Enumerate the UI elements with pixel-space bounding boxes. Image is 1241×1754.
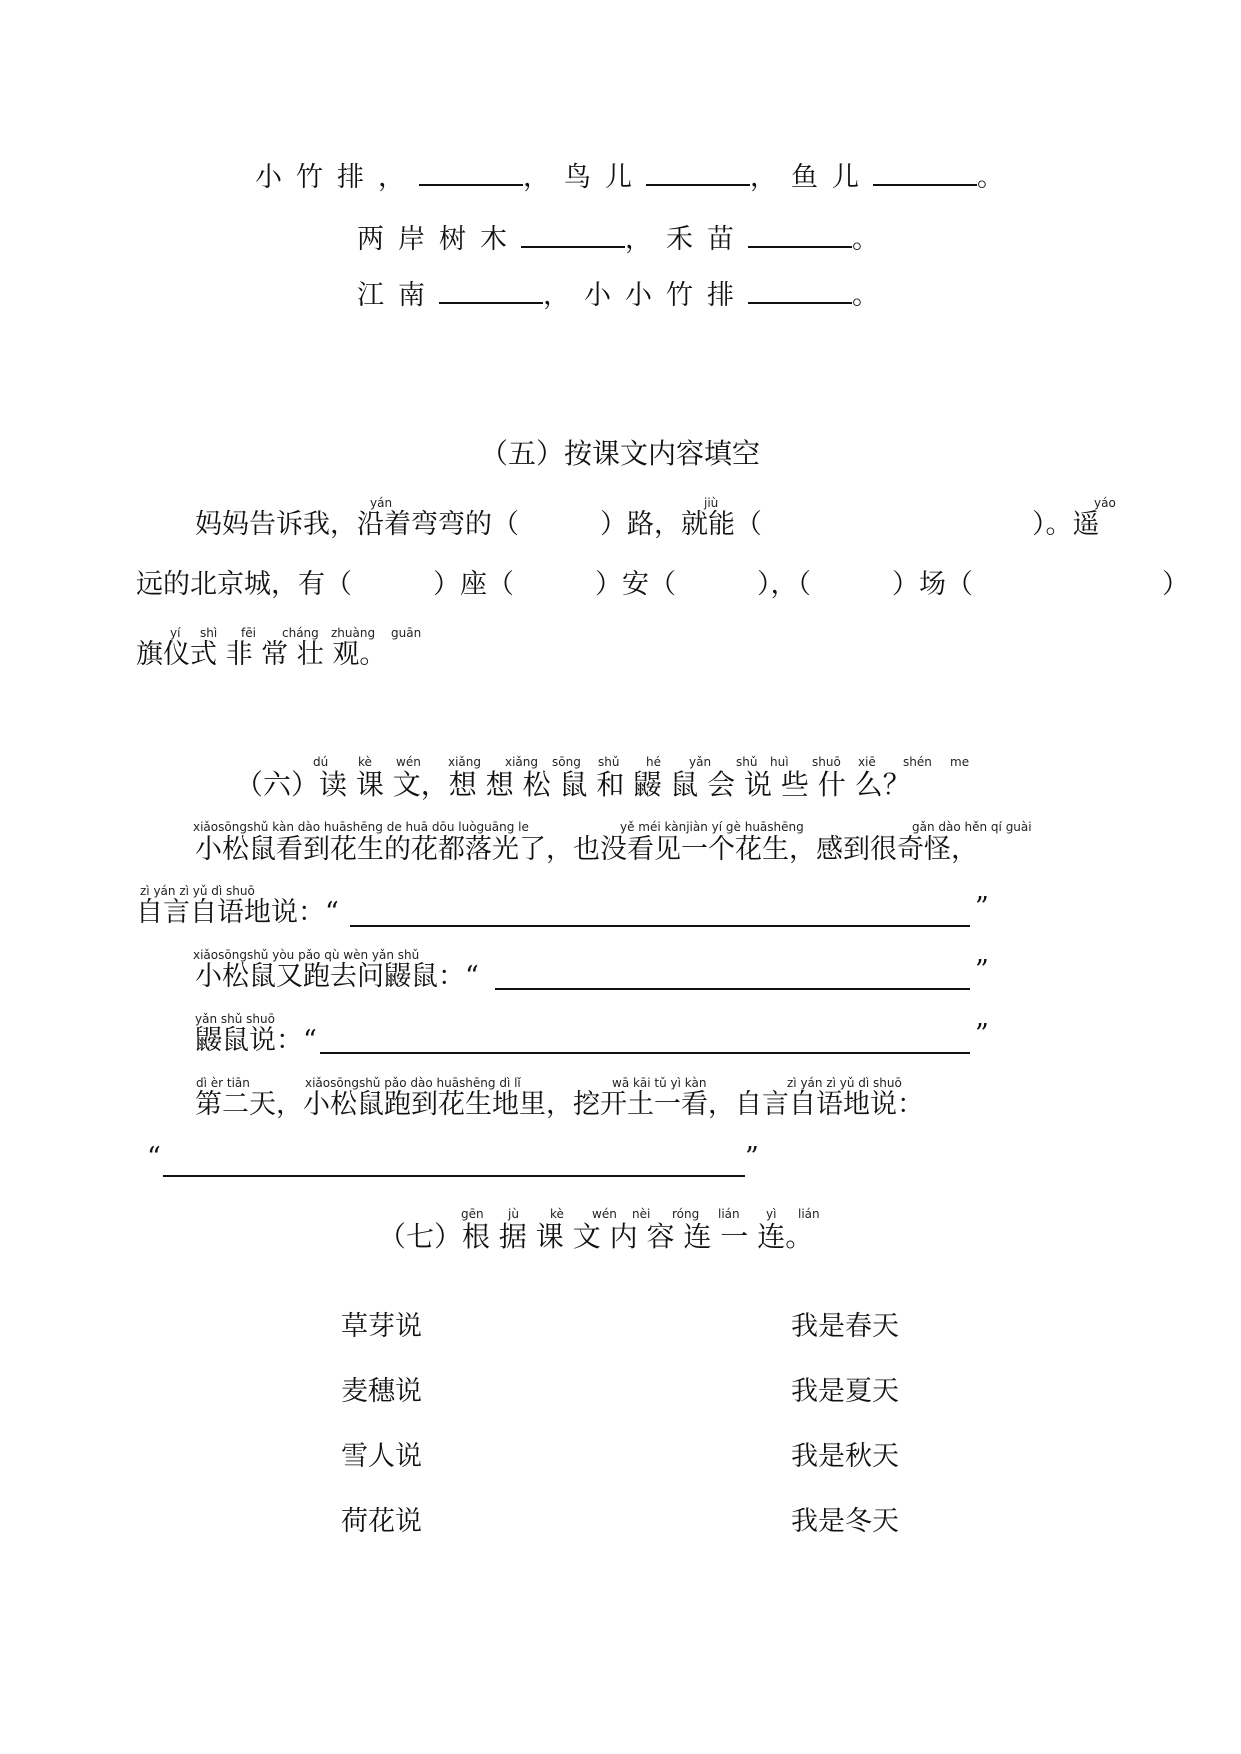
poem-text: ，鸟儿 xyxy=(523,162,646,193)
answer-line[interactable] xyxy=(350,925,970,927)
pinyin: gǎn dào hěn qí guài xyxy=(912,820,1032,834)
poem-text: 。 xyxy=(852,224,879,255)
answer-line[interactable] xyxy=(320,1052,970,1054)
fill-blank[interactable] xyxy=(521,222,625,248)
pinyin: yí xyxy=(170,626,181,640)
pinyin: yě méi kànjiàn yí gè huāshēng xyxy=(620,820,804,834)
pinyin: zì yán zì yǔ dì shuō xyxy=(140,884,255,898)
pinyin: shǔ xyxy=(736,755,758,769)
poem-text: 江南 xyxy=(357,280,439,311)
pinyin: shuō xyxy=(812,755,841,769)
open-quote: “ xyxy=(147,1142,161,1173)
pinyin: fēi xyxy=(241,626,256,640)
fill-blank[interactable] xyxy=(748,222,852,248)
fill-blank[interactable] xyxy=(419,160,523,186)
section-6-title: （六）读 课 文，想 想 松 鼠 和 鼹 鼠 会 说 些 什 么？ xyxy=(235,768,911,801)
pinyin: xiǎosōngshǔ kàn dào huāshēng de huā dōu luòguāng le xyxy=(193,820,529,834)
match-right-1[interactable]: 我是春天 xyxy=(791,1311,899,1342)
pinyin: wén xyxy=(396,755,421,769)
pinyin: hé xyxy=(646,755,661,769)
section-5-title: （五）按课文内容填空 xyxy=(480,437,761,470)
story-line-5: 第二天，小松鼠跑到花生地里，挖开土一看，自言自语地说： xyxy=(195,1089,924,1120)
match-left-1[interactable]: 草芽说 xyxy=(341,1311,422,1342)
fill-blank[interactable] xyxy=(439,278,543,304)
pinyin: gēn xyxy=(461,1207,484,1221)
poem-text: 两岸树木 xyxy=(357,224,521,255)
close-quote: ” xyxy=(745,1142,759,1173)
poem-line-3 xyxy=(357,278,879,312)
pinyin: huì xyxy=(770,755,789,769)
section-7-title: （七）根 据 课 文 内 容 连 一 连。 xyxy=(378,1220,814,1253)
fill-paragraph-line-3: 旗仪式 非 常 壮 观。 xyxy=(136,639,387,670)
pinyin: xiǎng xyxy=(448,755,482,769)
pinyin: yǎn xyxy=(689,755,712,769)
pinyin: dú xyxy=(313,755,329,769)
match-left-2[interactable]: 麦穗说 xyxy=(341,1376,422,1407)
pinyin: róng xyxy=(672,1207,700,1221)
close-quote: ” xyxy=(975,1019,989,1050)
pinyin: zì yán zì yǔ dì shuō xyxy=(787,1076,902,1090)
match-right-4[interactable]: 我是冬天 xyxy=(791,1506,899,1537)
pinyin: kè xyxy=(550,1207,564,1221)
poem-text: 。 xyxy=(852,280,879,311)
fill-blank[interactable] xyxy=(873,160,977,186)
close-quote: ” xyxy=(975,955,989,986)
pinyin: yáo xyxy=(1094,496,1116,510)
pinyin: yán xyxy=(370,496,393,510)
pinyin: yǎn shǔ shuō xyxy=(195,1012,275,1026)
pinyin: zhuàng xyxy=(331,626,376,640)
match-left-4[interactable]: 荷花说 xyxy=(341,1506,422,1537)
pinyin: wén xyxy=(592,1207,617,1221)
poem-text: ，禾苗 xyxy=(625,224,748,255)
pinyin: kè xyxy=(358,755,372,769)
poem-line-2 xyxy=(357,222,879,256)
story-line-1: 小松鼠看到花生的花都落光了，也没看见一个花生，感到很奇怪， xyxy=(195,834,978,865)
poem-text: ，小小竹排 xyxy=(543,280,748,311)
pinyin: sōng xyxy=(552,755,581,769)
answer-line[interactable] xyxy=(495,988,970,990)
pinyin: xiǎosōngshǔ yòu pǎo qù wèn yǎn shǔ xyxy=(193,948,420,962)
pinyin: cháng xyxy=(282,626,319,640)
story-line-4: 鼹鼠说：“ xyxy=(195,1025,317,1056)
pinyin: wā kāi tǔ yì kàn xyxy=(612,1076,707,1090)
poem-text: ，鱼儿 xyxy=(750,162,873,193)
poem-text: 。 xyxy=(977,162,1004,193)
fill-paragraph-line-1: 妈妈告诉我，沿着弯弯的（ ）路，就能（ ）。遥 xyxy=(195,509,1100,540)
story-line-3: 小松鼠又跑去问鼹鼠：“ xyxy=(195,961,479,992)
match-left-3[interactable]: 雪人说 xyxy=(341,1441,422,1472)
story-line-2: 自言自语地说：“ xyxy=(136,897,339,928)
pinyin: shǔ xyxy=(598,755,620,769)
pinyin: jù xyxy=(508,1207,519,1221)
pinyin: shén xyxy=(903,755,932,769)
pinyin: guān xyxy=(391,626,422,640)
match-right-3[interactable]: 我是秋天 xyxy=(791,1441,899,1472)
pinyin: lián xyxy=(718,1207,740,1221)
pinyin: dì èr tiān xyxy=(196,1076,250,1090)
poem-line-1 xyxy=(255,160,1004,194)
poem-text: 小竹排， xyxy=(255,162,419,193)
pinyin: yì xyxy=(766,1207,777,1221)
fill-blank[interactable] xyxy=(748,278,852,304)
answer-line[interactable] xyxy=(163,1175,745,1177)
close-quote: ” xyxy=(975,892,989,923)
pinyin: xiǎosōngshǔ pǎo dào huāshēng dì lǐ xyxy=(305,1076,521,1090)
pinyin: lián xyxy=(798,1207,820,1221)
pinyin: xiǎng xyxy=(505,755,539,769)
pinyin: xiē xyxy=(858,755,876,769)
fill-paragraph-line-2: 远的北京城，有（ ）座（ ）安（ ），（ ）场（ ） xyxy=(136,569,1189,600)
pinyin: me xyxy=(950,755,970,769)
fill-blank[interactable] xyxy=(646,160,750,186)
match-right-2[interactable]: 我是夏天 xyxy=(791,1376,899,1407)
pinyin: nèi xyxy=(632,1207,651,1221)
pinyin: shì xyxy=(200,626,218,640)
pinyin: jiù xyxy=(704,496,719,510)
